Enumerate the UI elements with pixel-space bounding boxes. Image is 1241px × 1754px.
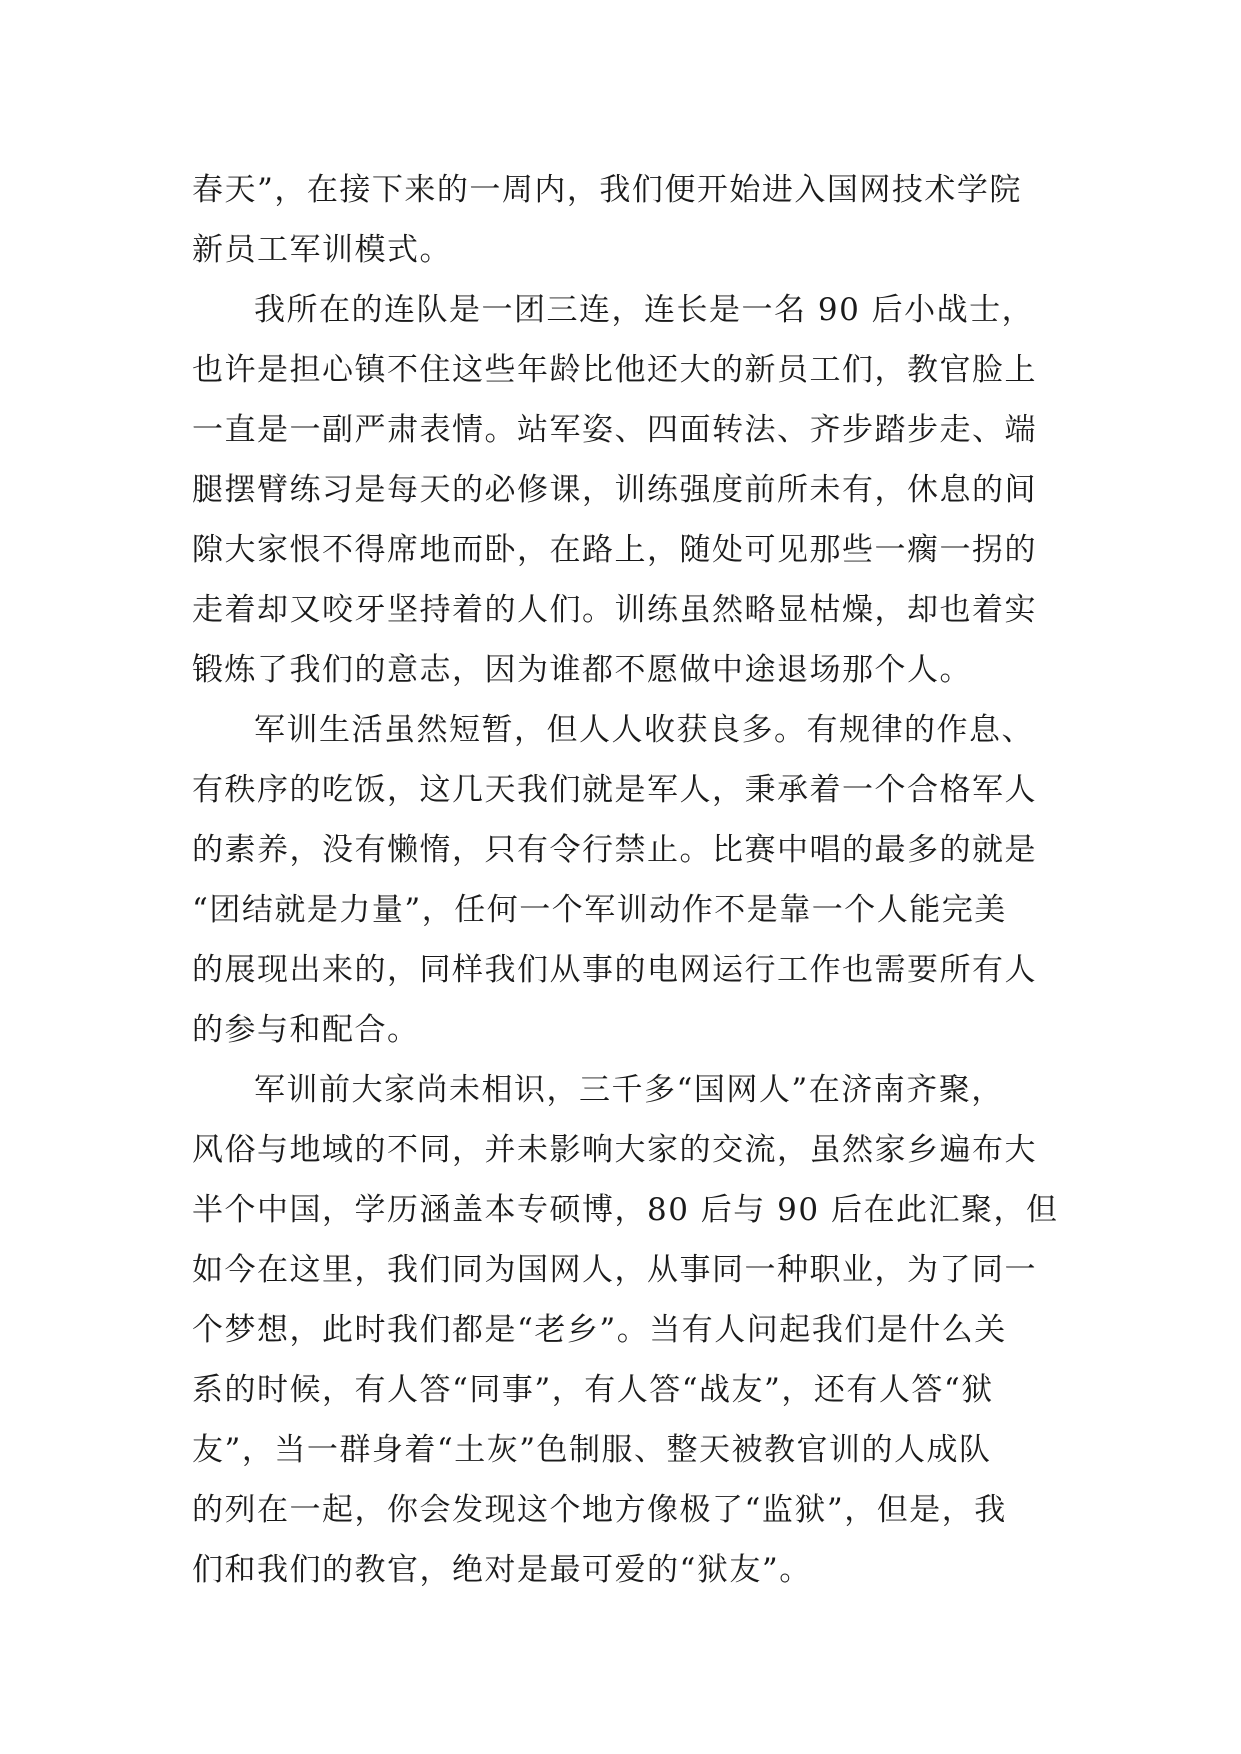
text-line: 的列在一起，你会发现这个地方像极了“监狱”，但是，我 xyxy=(192,1492,1007,1528)
text-line: 锻炼了我们的意志，因为谁都不愿做中途退场那个人。 xyxy=(192,652,972,688)
text-line: 友”，当一群身着“土灰”色制服、整天被教官训的人成队 xyxy=(192,1432,992,1468)
text-line: 隙大家恨不得席地而卧，在路上，随处可见那些一瘸一拐的 xyxy=(192,532,1037,568)
text-line: 军训前大家尚未相识，三千多“国网人”在济南齐聚， xyxy=(254,1072,1004,1108)
text-line: 走着却又咬牙坚持着的人们。训练虽然略显枯燥，却也着实 xyxy=(192,592,1037,628)
text-line: 们和我们的教官，绝对是最可爱的“狱友”。 xyxy=(192,1552,812,1588)
text-line: 如今在这里，我们同为国网人，从事同一种职业，为了同一 xyxy=(192,1252,1037,1288)
text-line: 系的时候，有人答“同事”，有人答“战友”，还有人答“狱 xyxy=(192,1372,994,1408)
text-line: “团结就是力量”，任何一个军训动作不是靠一个人能完美 xyxy=(192,892,1007,928)
text-line: 有秩序的吃饭，这几天我们就是军人，秉承着一个合格军人 xyxy=(192,772,1037,808)
text-line: 的展现出来的，同样我们从事的电网运行工作也需要所有人 xyxy=(192,952,1037,988)
text-line: 春天”，在接下来的一周内，我们便开始进入国网技术学院 xyxy=(192,172,1022,208)
text-line: 风俗与地域的不同，并未影响大家的交流，虽然家乡遍布大 xyxy=(192,1132,1037,1168)
text-line: 个梦想，此时我们都是“老乡”。当有人问起我们是什么关 xyxy=(192,1312,1007,1348)
text-line: 我所在的连队是一团三连，连长是一名 90 后小战士， xyxy=(254,292,1035,328)
text-line: 腿摆臂练习是每天的必修课，训练强度前所未有，休息的间 xyxy=(192,472,1037,508)
text-line: 军训生活虽然短暂，但人人收获良多。有规律的作息、 xyxy=(254,712,1034,748)
text-line: 的素养，没有懒惰，只有令行禁止。比赛中唱的最多的就是 xyxy=(192,832,1037,868)
text-line: 也许是担心镇不住这些年龄比他还大的新员工们，教官脸上 xyxy=(192,352,1037,388)
text-line: 一直是一副严肃表情。站军姿、四面转法、齐步踏步走、端 xyxy=(192,412,1037,448)
text-line: 半个中国，学历涵盖本专硕博，80 后与 90 后在此汇聚，但 xyxy=(192,1192,1059,1228)
text-line: 新员工军训模式。 xyxy=(192,232,452,268)
body-text xyxy=(192,160,1072,1600)
text-line: 的参与和配合。 xyxy=(192,1012,420,1048)
